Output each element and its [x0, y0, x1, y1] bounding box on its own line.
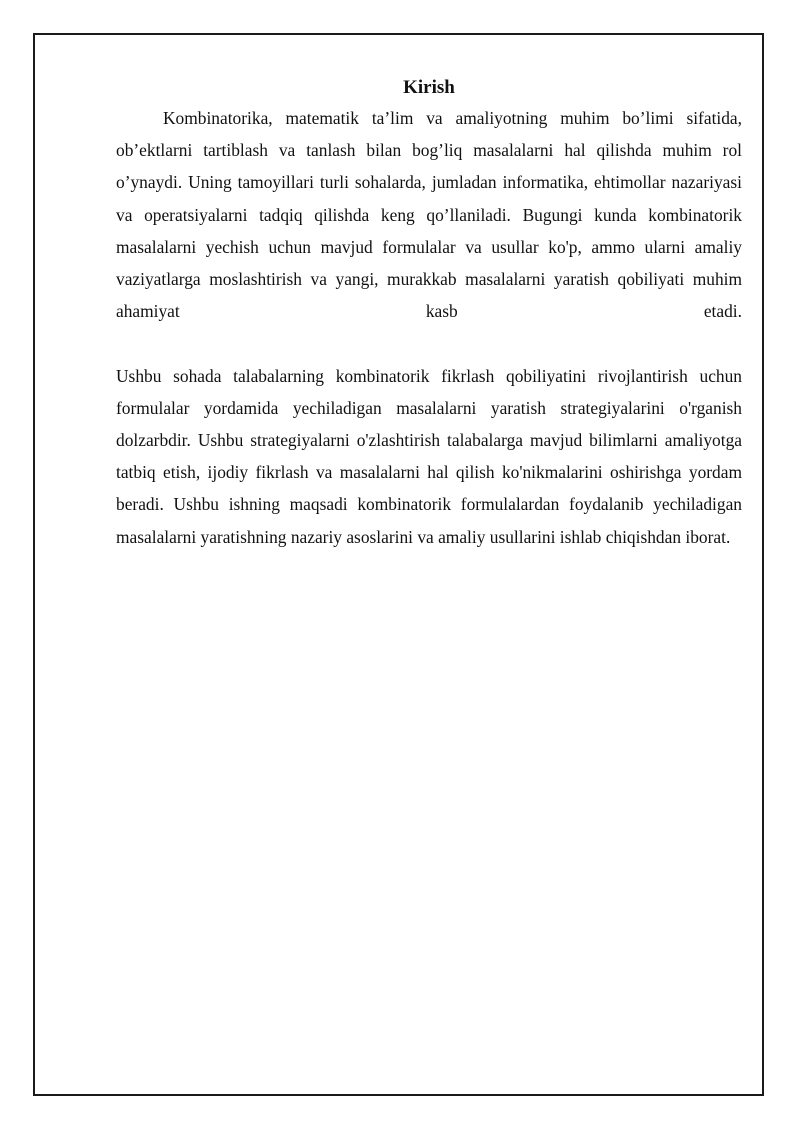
paragraph-purpose: Ushbu sohada talabalarning kombinatorik fikrlash qobiliyatini rivojlantirish uchun formulalar yordamida yechiladigan masalalarni yaratish strategiyalarini o'rganish dolzarbdir. Ushbu strategiyalarni o'zlashtirish talabalarga mavjud bilimlarni amaliyotga tatbiq etish, ijodiy fikrlash va masalalarni hal qilish ko'nikmalarini oshirishga yordam beradi. Ushbu ishning maqsadi kombinatorik formulalardan foydalanib yechiladigan masalalarni yaratishning nazariy asoslarini va amaliy usullarini ishlab chiqishdan iborat.	[116, 365, 742, 547]
paragraph-spacer	[116, 327, 742, 359]
paragraph-intro: Kombinatorika, matematik ta’lim va amaliyotning muhim bo’limi sifatida, ob’ektlarni tartiblash va tanlash bilan bog’liq masalalarni hal qilishda muhim rol o’ynaydi. Uning tamoyillari turli sohalarda, jumladan informatika, ehtimollar nazariyasi va operatsiyalarni tadqiq qilishda keng qo’llaniladi. Bugungi kunda kombinatorik masalalarni yechish uchun mavjud formulalar va usullar ko'p, ammo ularni amaliy vaziyatlarga moslashtirish va yangi, murakkab masalalarni yaratish qobiliyati muhim ahamiyat kasb etadi.	[116, 108, 742, 322]
page-title: Kirish	[403, 77, 455, 98]
document-body	[116, 74, 742, 553]
